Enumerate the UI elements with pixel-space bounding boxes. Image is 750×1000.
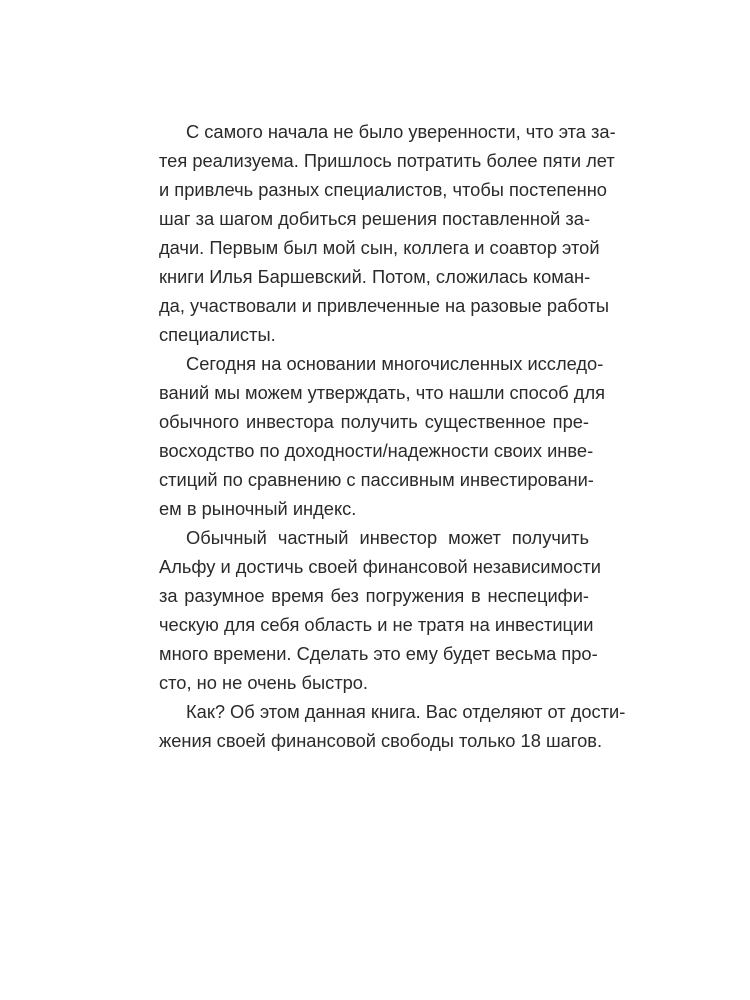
text-line: книги Илья Баршевский. Потом, сложилась коман- bbox=[159, 266, 591, 287]
text-line: восходство по доходности/надежности своих инве- bbox=[159, 440, 594, 461]
text-line: стиций по сравнению с пассивным инвестировани- bbox=[159, 469, 594, 490]
text-line: специалисты. bbox=[159, 324, 276, 345]
text-line: ем в рыночный индекс. bbox=[159, 498, 357, 519]
text-line: жения своей финансовой свободы только 18 шагов. bbox=[159, 730, 603, 751]
paragraph-2 bbox=[159, 349, 606, 523]
text-line: за разумное время без погружения в неспецифи- bbox=[159, 585, 589, 606]
text-line: Сегодня на основании многочисленных исследо- bbox=[186, 353, 604, 374]
text-line: и привлечь разных специалистов, чтобы постепенно bbox=[159, 179, 607, 200]
text-line: Альфу и достичь своей финансовой независимости bbox=[159, 556, 601, 577]
text-line: С самого начала не было уверенности, что эта за- bbox=[186, 121, 616, 142]
text-line: Как? Об этом данная книга. Вас отделяют от дости- bbox=[186, 701, 626, 722]
text-line: обычного инвестора получить существенное пре- bbox=[159, 411, 589, 432]
text-line: тея реализуема. Пришлось потратить более пяти лет bbox=[159, 150, 615, 171]
text-line: много времени. Сделать это ему будет весьма про- bbox=[159, 643, 598, 664]
text-line: сто, но не очень быстро. bbox=[159, 672, 369, 693]
text-line: да, участвовали и привлеченные на разовые работы bbox=[159, 295, 609, 316]
text-line: ческую для себя область и не тратя на инвестиции bbox=[159, 614, 594, 635]
text-line: ваний мы можем утверждать, что нашли способ для bbox=[159, 382, 606, 403]
body-text bbox=[159, 117, 626, 755]
paragraph-4 bbox=[159, 697, 626, 755]
paragraph-1 bbox=[159, 117, 616, 349]
text-line: Обычный частный инвестор может получить bbox=[186, 527, 589, 548]
text-line: дачи. Первым был мой сын, коллега и соавтор этой bbox=[159, 237, 600, 258]
paragraph-3 bbox=[159, 523, 601, 697]
text-line: шаг за шагом добиться решения поставленной за- bbox=[159, 208, 591, 229]
